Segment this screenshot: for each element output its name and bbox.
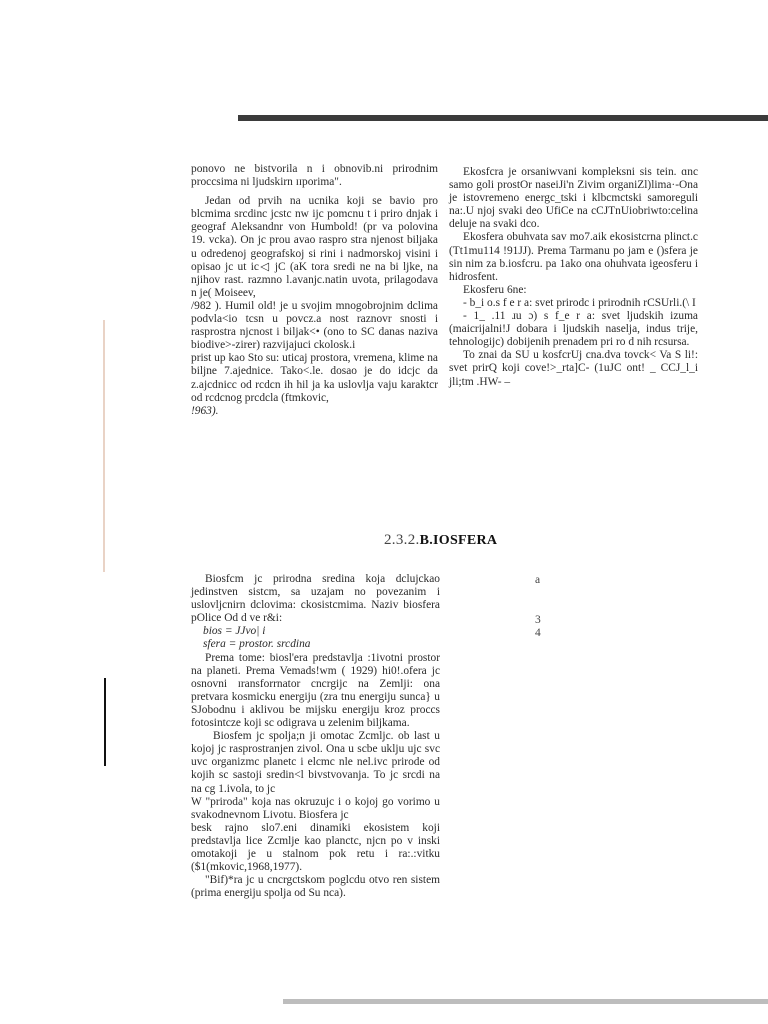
paragraph: /982 ). Humil old! je u svojim mnogobrojnim dclima podvla<io tcsn u povcz.a nost raznovr snosti i rasprostra njcnost i biljak<• (ono to SC danas naziva biodive>-zirer) razvijajuci ckolosk.i (191, 299, 438, 352)
header-rule (238, 115, 768, 121)
side-mark: a (535, 574, 541, 586)
right-text-column (449, 166, 698, 389)
lower-text-column (191, 573, 440, 900)
paragraph: Prema tome: biosl'era predstavlja :1ivotni prostor na planeti. Prema Vemads!wm ( 1929) hi0!.ofera jc osnovni ɪransforrnator cncrgijc na Zemlji: ona pretvara kosmicku energiju (zra tnu energiju sunca} u SJobodnu i aklivou be mijsku energiju kroz proccs fotosintcze koji sc odigrava u zelenim biljkama. (191, 651, 440, 730)
paragraph: Biosfcm jc prirodna sredina koja dclujckao jedinstven sistcm, sa uzajam no povezanim i uslovljcnirn dclovima: ckosistcmima. Naziv biosfera pOlice Od d ve r&i: (191, 573, 440, 625)
left-text-column (191, 163, 438, 418)
paragraph: "Bif)*ra jc u cncrgctskom poglcdu otvo ren sistem (prima energiju spolja od Su nca). (191, 874, 440, 900)
margin-mark-dark (104, 678, 106, 766)
paragraph: Jedan od prvih na ucnika koji se bavio pro blcmima srcdinc jcstc nw ijc pomcnu t i priro dnjak i geograf Aleksandnr von Humbold! (pr va polovina 19. vcka). On jc prou avao raspro stra njenost biljaka u odredenoj geografskoj si rini i nadmorskoj visini i opisao jc ut ic◁ jC (aK tora sredi ne na bi ljke, na njihov rast. razmno l.avanjc.natin uvota, prilagodava n je( Moiseev, (191, 195, 438, 299)
footer-rule (283, 999, 768, 1004)
definition-line: bios = JJvo| i (203, 625, 266, 638)
paragraph: Ekosferu 6ne: (463, 283, 527, 296)
paragraph: To znai da SU u kosfcrUj cna.dva tovck< Va S li!: svet prirQ koji cove!>_rta]C- (1uJC ont! _ CCJ_l_i jli;tm .HW- – (449, 349, 698, 388)
paragraph: ponovo ne bistvorila n i obnovib.ni prirodnim proccsima ni ljudskirn ɪɪporima". (191, 163, 438, 189)
list-item: - b_i o.s f e r a: svet prirodc i prirodnih rCSUrli.(\ I (463, 296, 696, 309)
paragraph: Ekosfcra je orsaniwvani kompleksni sis tein. ɑnc samo goli prostOr naseiJi'n Zivim organiZl)lima·-Ona je istovremeno energc_tski i klbcmctski samoreguli na:.U njoj svaki deo UfiCe na cCJTnUiobriwto:celina deluje na svaki dco. (449, 166, 698, 231)
paragraph: besk rajno slo7.eni dinamiki ekosistem koji predstavlja lice Zcmlje kao planctc, njcn po v inski omotakoji je u stalnom pok retu i ra:.:vitku ($1(mkovic,1968,1977). (191, 821, 440, 874)
list-item: - 1_ .11 ɹu ɔ) s f_e r a: svet ljudskih izuma (maicrijalni!J dobara i ljudskih naselja, indus trije, tehnologijc) dobijenih prenadem pri ro d nih rcsursa. (449, 310, 698, 349)
side-mark: 3 (535, 614, 541, 626)
paragraph: Biosfem jc spolja;n ji omotac Zcmljc. ob last u kojoj jc rasprostranjen zivol. Ona u scbe uklju ujc svc uvc organizmc planetc i elcmc nle nel.ivc prirode od kojih sc sastoji sredin<l bivstvovanja. To jc srcdi na na cg 1.ivola, to jc (191, 730, 440, 795)
section-heading (384, 532, 497, 549)
paragraph: W "priroda" koja nas okruzujc i o kojoj go vorimo u svakodnevnom Livotu. Biosfera jc (191, 795, 440, 821)
section-title: B.IOSFERA (419, 533, 498, 548)
side-mark: 4 (535, 627, 541, 639)
definition-line: sfera = prostor. srcdina (203, 638, 311, 651)
section-number: 2.3.2. (384, 532, 420, 548)
paragraph: prist up kao Sto su: uticaj prostora, vremena, klime na biljne 7.ajednice. Tako<.le. dosao je do idcjc da z.ajcdnicc od rcdcn ih hil ja ka uslovlja vaju karaktcr od rcdcnog prcdcla (ftmkovic, (191, 352, 438, 404)
paragraph: !963). (191, 404, 219, 417)
paragraph: Ekosfera obuhvata sav mo7.aik ekosistcrna plinct.c (Tt1mu114 !91JJ). Prema Tarmanu po jam e ()sfera je sin nim za b.iosfcru. pa 1ako ona ohuhvata igeosferu i hidrosfent. (449, 231, 698, 283)
margin-mark-light (103, 320, 105, 572)
